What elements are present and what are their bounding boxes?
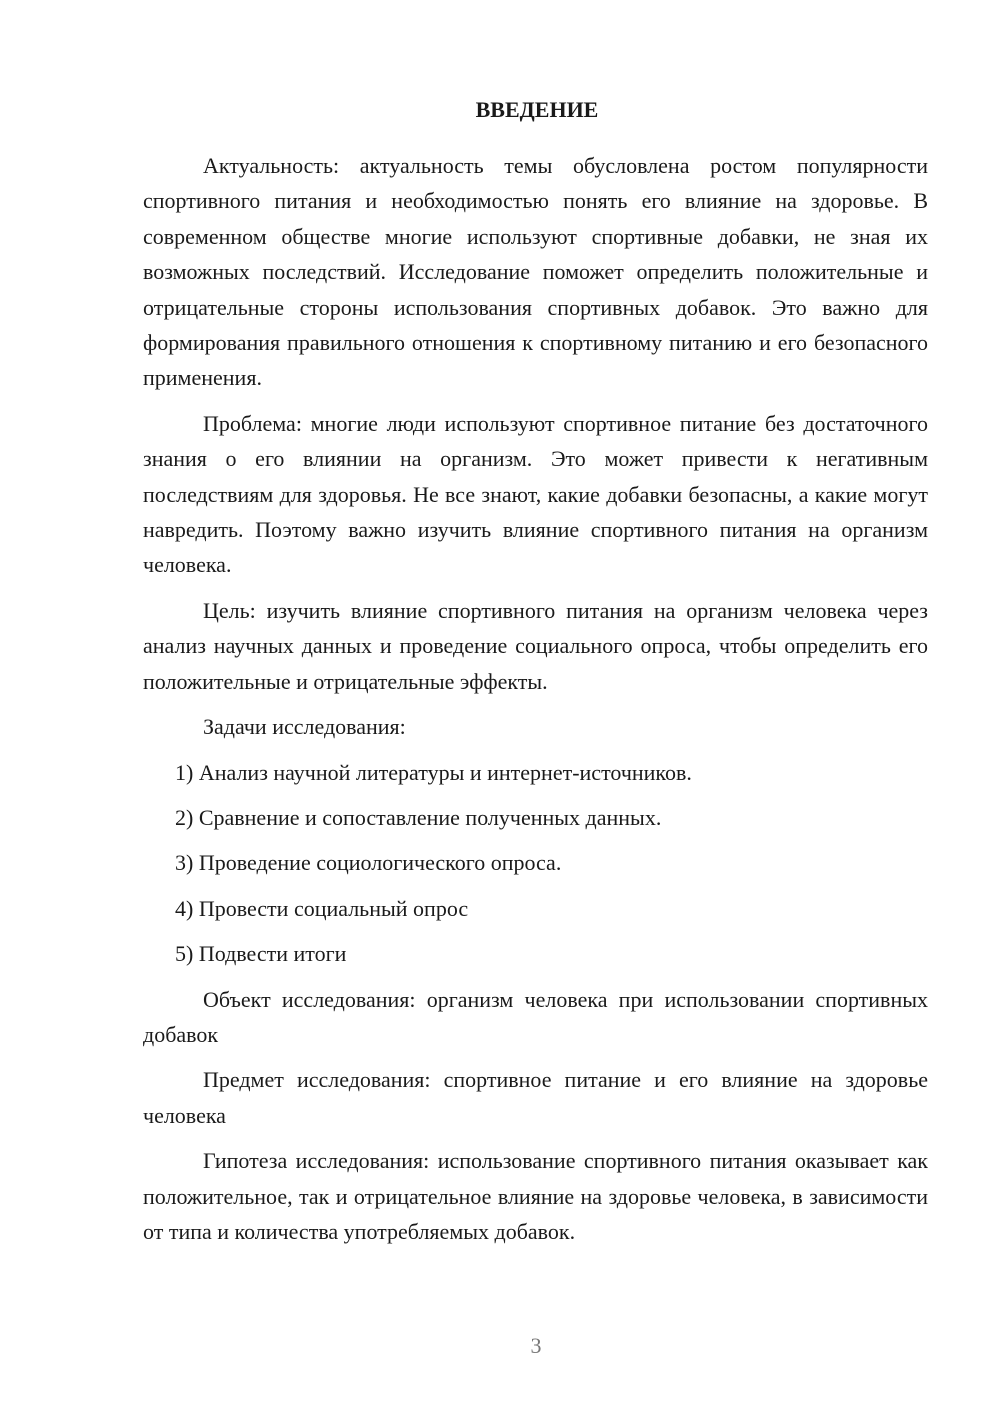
tasks-list xyxy=(143,755,928,972)
list-item: 4) Провести социальный опрос xyxy=(175,895,469,921)
paragraph-object: Объект исследования: организм человека при использовании спортивных добавок xyxy=(143,986,928,1047)
page-number: 3 xyxy=(530,1333,542,1358)
list-item: 3) Проведение социологического опроса. xyxy=(175,850,562,876)
paragraph-relevance: Актуальность: актуальность темы обусловлена ростом популярности спортивного питания и необходимостью понять его влияние на здоровье. В современном обществе многие используют спортивные добавки, не зная их возможных последствий. Исследование поможет определить положительные и отрицательные стороны использования спортивных добавок. Это важно для формирования правильного отношения к спортивному питанию и его безопасного применения. xyxy=(143,153,928,391)
tasks-heading: Задачи исследования: xyxy=(203,714,406,740)
paragraph-problem: Проблема: многие люди используют спортивное питание без достаточного знания о его влиянии на организм. Это может привести к негативным последствиям для здоровья. Не все знают, какие добавки безопасны, а какие могут навредить. Поэтому важно изучить влияние спортивного питания на организм человека. xyxy=(143,410,928,578)
page-content xyxy=(143,92,928,1259)
section-title: ВВЕДЕНИЕ xyxy=(475,97,599,122)
list-item: 2) Сравнение и сопоставление полученных данных. xyxy=(175,804,662,830)
paragraph-subject: Предмет исследования: спортивное питание и его влияние на здоровье человека xyxy=(143,1067,928,1128)
list-item: 5) Подвести итоги xyxy=(175,941,347,967)
paragraph-hypothesis: Гипотеза исследования: использование спортивного питания оказывает как положительное, так и отрицательное влияние на здоровье человека, в зависимости от типа и количества употребляемых добавок. xyxy=(143,1148,928,1244)
list-item: 1) Анализ научной литературы и интернет-источников. xyxy=(175,759,692,785)
paragraph-goal: Цель: изучить влияние спортивного питания на организм человека через анализ научных данных и проведение социального опроса, чтобы определить его положительные и отрицательные эффекты. xyxy=(143,597,928,694)
